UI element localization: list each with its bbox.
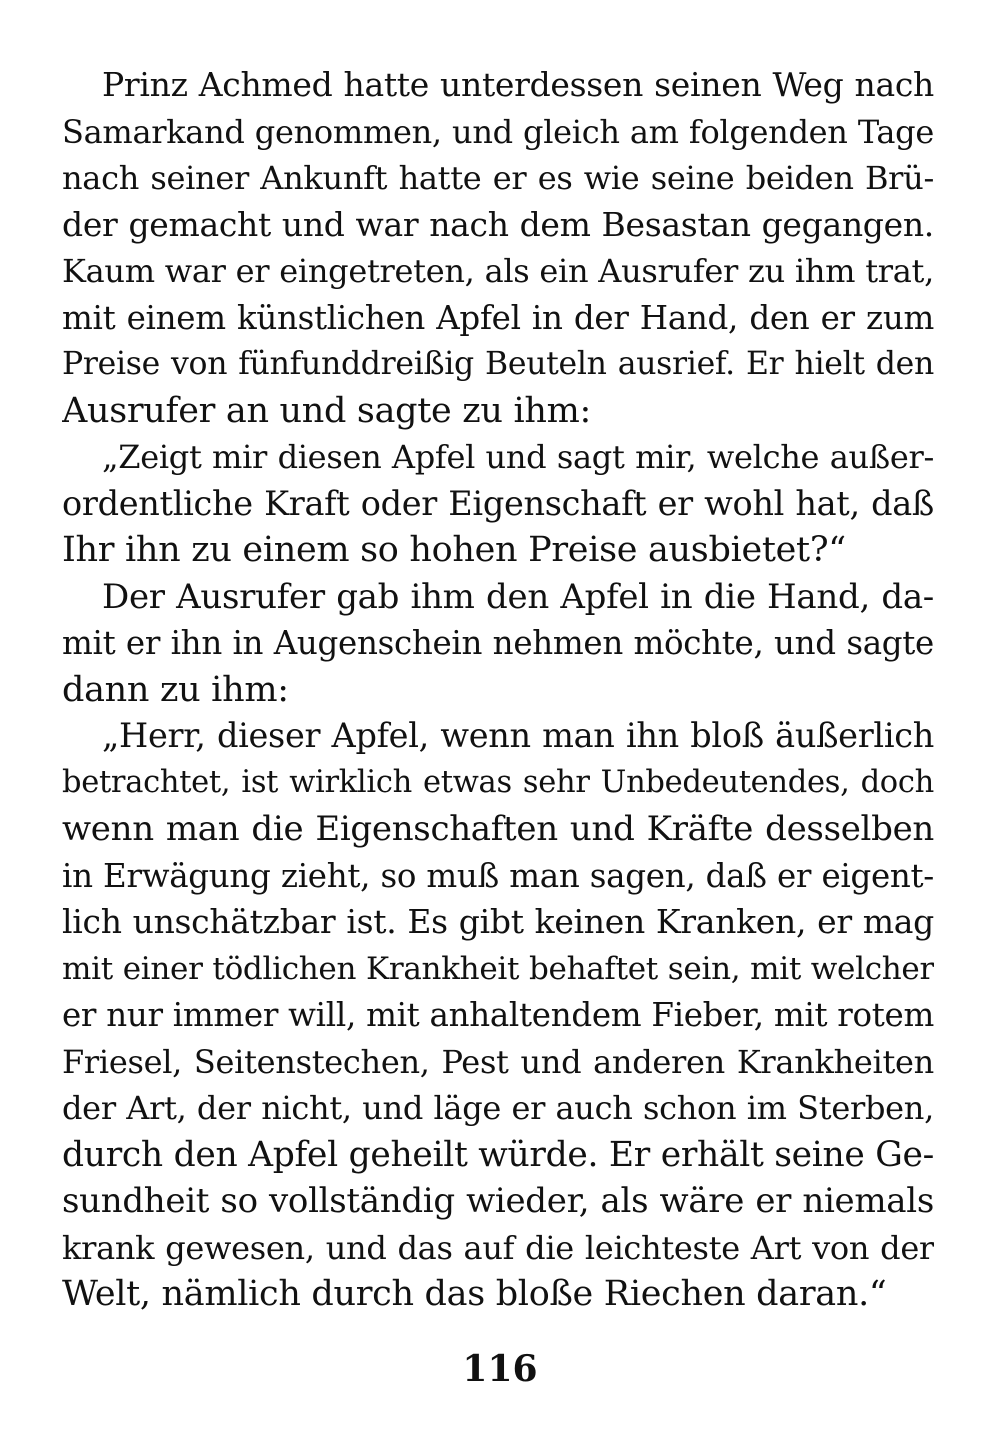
text-line: Prinz Achmed hatte unterdessen seinen Weg nach <box>102 65 934 104</box>
text-line: der gemacht und war nach dem Besastan gegangen. <box>62 204 934 244</box>
page-number: 116 <box>462 1348 538 1390</box>
text-line: durch den Apfel geheilt würde. Er erhält seine Ge- <box>62 1134 934 1175</box>
text-line: Friesel, Seitenstechen, Pest und anderen Krankheiten <box>62 1042 934 1081</box>
text-line: „Zeigt mir diesen Apfel und sagt mir, welche außer- <box>102 438 934 476</box>
text-line: in Erwägung zieht, so muß man sagen, daß er eigent- <box>62 856 934 895</box>
text-line: ordentliche Kraft oder Eigenschaft er wohl hat, daß <box>62 483 934 523</box>
text-line: sundheit so vollständig wieder, als wäre er niemals <box>62 1181 934 1221</box>
text-line: lich unschätzbar ist. Es gibt keinen Kranken, er mag <box>62 902 934 941</box>
text-line: der Art, der nicht, und läge er auch schon im Sterben, <box>62 1089 934 1127</box>
text-line: krank gewesen, und das auf die leichteste Art von der <box>62 1228 934 1267</box>
text-line: dann zu ihm: <box>62 669 289 710</box>
text-line: mit einer tödlichen Krankheit behaftet sein, mit welcher <box>62 950 934 987</box>
text-line: Der Ausrufer gab ihm den Apfel in die Hand, da- <box>102 576 934 617</box>
text-line: Kaum war er eingetreten, als ein Ausrufer zu ihm trat, <box>62 252 934 290</box>
text-line: Ausrufer an und sagte zu ihm: <box>62 390 591 431</box>
body-text <box>62 62 934 1318</box>
text-line: betrachtet, ist wirklich etwas sehr Unbedeutendes, doch <box>62 764 934 800</box>
text-line: nach seiner Ankunft hatte er es wie seine beiden Brü- <box>62 159 934 197</box>
text-line: er nur immer will, mit anhaltendem Fieber, mit rotem <box>62 996 934 1034</box>
text-line: „Herr, dieser Apfel, wenn man ihn bloß äußerlich <box>102 716 934 755</box>
text-line: Ihr ihn zu einem so hohen Preise ausbietet?“ <box>62 530 846 570</box>
text-line: Preise von fünfunddreißig Beuteln ausrief. Er hielt den <box>62 346 934 382</box>
text-line: mit einem künstlichen Apfel in der Hand, den er zum <box>62 298 934 337</box>
text-line: Welt, nämlich durch das bloße Riechen daran.“ <box>62 1274 887 1314</box>
text-line: wenn man die Eigenschaften und Kräfte desselben <box>62 809 934 849</box>
text-line: Samarkand genommen, und gleich am folgenden Tage <box>62 112 934 151</box>
text-line: mit er ihn in Augenschein nehmen möchte, und sagte <box>62 624 934 662</box>
